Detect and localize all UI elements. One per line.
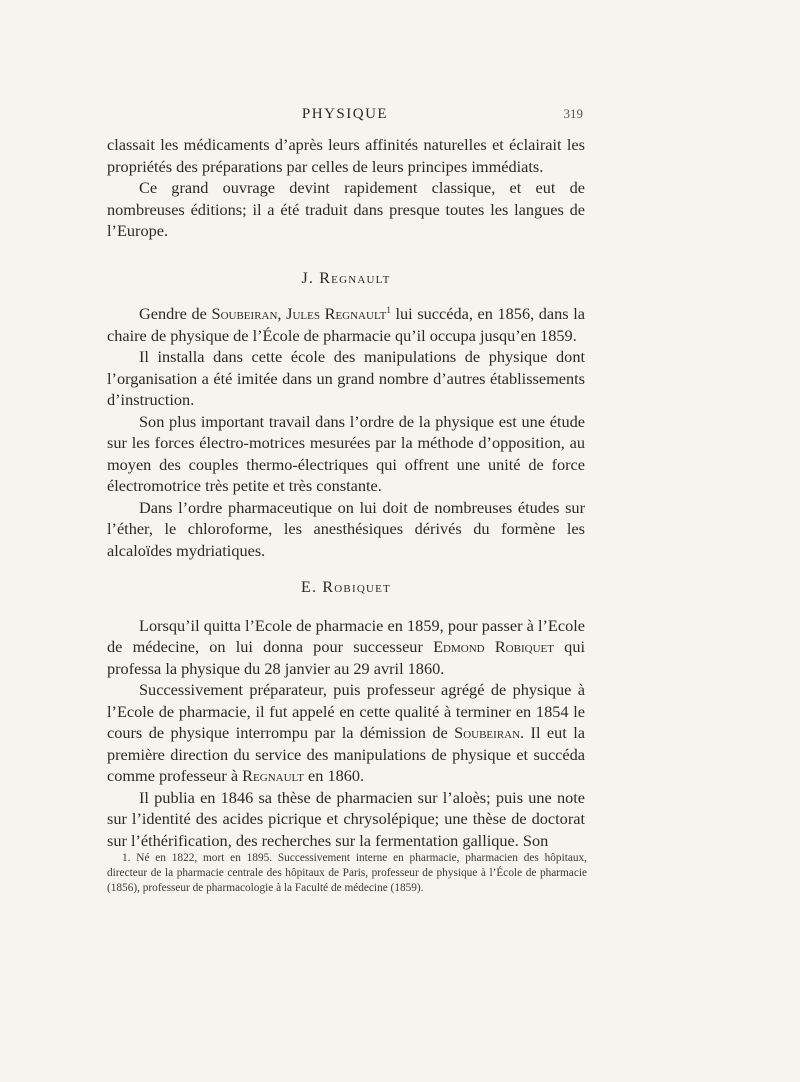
person-name: Soubeiran	[211, 304, 278, 323]
section-heading-robiquet: E. Robiquet	[301, 579, 391, 596]
person-name: Soubeiran	[454, 723, 521, 742]
running-title: PHYSIQUE	[301, 106, 389, 122]
text-run: lui succéda, en 1856, dans la chaire de physique de l’École de pharmacie qu’il occupa jusqu’en 1859.	[107, 304, 585, 345]
text-run: en 1860.	[303, 766, 365, 785]
person-name: Jules Regnault	[286, 304, 387, 323]
section-heading-regnault: J. Regnault	[301, 269, 391, 287]
footnote: 1. Né en 1822, mort en 1895. Successivement interne en pharmacie, pharmacien des hôpitaux, directeur de la pharmacie centrale des hôpitaux de Paris, professeur de physique à l’École de pharmacie (1856), professeur de pharmacologie à la Faculté de médecine (1859).	[107, 852, 587, 894]
paragraph: Il installa dans cette école des manipulations de physique dont l’organisation a été imitée dans un grand nombre d’autres établissements d’instruction.	[107, 347, 585, 409]
page-number: 319	[563, 106, 583, 121]
person-name: Edmond Robiquet	[433, 637, 554, 656]
body-text	[107, 134, 585, 851]
paragraph	[107, 615, 585, 680]
text-run: Successivement préparateur, puis professeur agrégé de physique à l’Ecole de pharmacie, il fut appelé en cette qualité à terminer en 1854 le cours de physique interrompu par la démission de	[107, 680, 585, 742]
footnote-marker: 1	[386, 305, 391, 315]
text-run: Gendre de	[139, 304, 212, 323]
paragraph	[107, 303, 585, 346]
text-run: qui professa la physique du 28 janvier au 29 avril 1860.	[107, 637, 585, 678]
person-name: Regnault	[242, 766, 304, 785]
paragraph: Il publia en 1846 sa thèse de pharmacien sur l’aloès; puis une note sur l’identité des acides picrique et chrysolépique; une thèse de doctorat sur l’éthérification, des recherches sur la fermentation gallique. Son	[107, 787, 585, 850]
running-head	[107, 106, 583, 126]
paragraph: Dans l’ordre pharmaceutique on lui doit de nombreuses études sur l’éther, le chloroforme, les anesthésiques dérivés du formène les alcaloïdes mydriatiques.	[107, 497, 585, 560]
text-run: Lorsqu’il quitta l’Ecole de pharmacie en 1859, pour passer à l’Ecole de médecine, on lui donna pour successeur	[107, 615, 585, 656]
paragraph: Ce grand ouvrage devint rapidement classique, et eut de nombreuses éditions; il a été traduit dans presque toutes les langues de l’Europe.	[107, 178, 585, 240]
paragraph: classait les médicaments d’après leurs affinités naturelles et éclairait les propriétés des préparations par celles de leurs principes immédiats.	[107, 135, 585, 176]
paragraph: Son plus important travail dans l’ordre de la physique est une étude sur les forces électro-motrices mesurées par la méthode d’opposition, au moyen des couples thermo-électriques qui offrent une unité de force électromotrice très petite et très constante.	[107, 411, 585, 495]
text-run: ,	[277, 304, 287, 323]
text-run: . Il eut la première direction du service des manipulations de physique et succéda comme professeur à	[107, 723, 585, 785]
paragraph	[107, 679, 585, 787]
